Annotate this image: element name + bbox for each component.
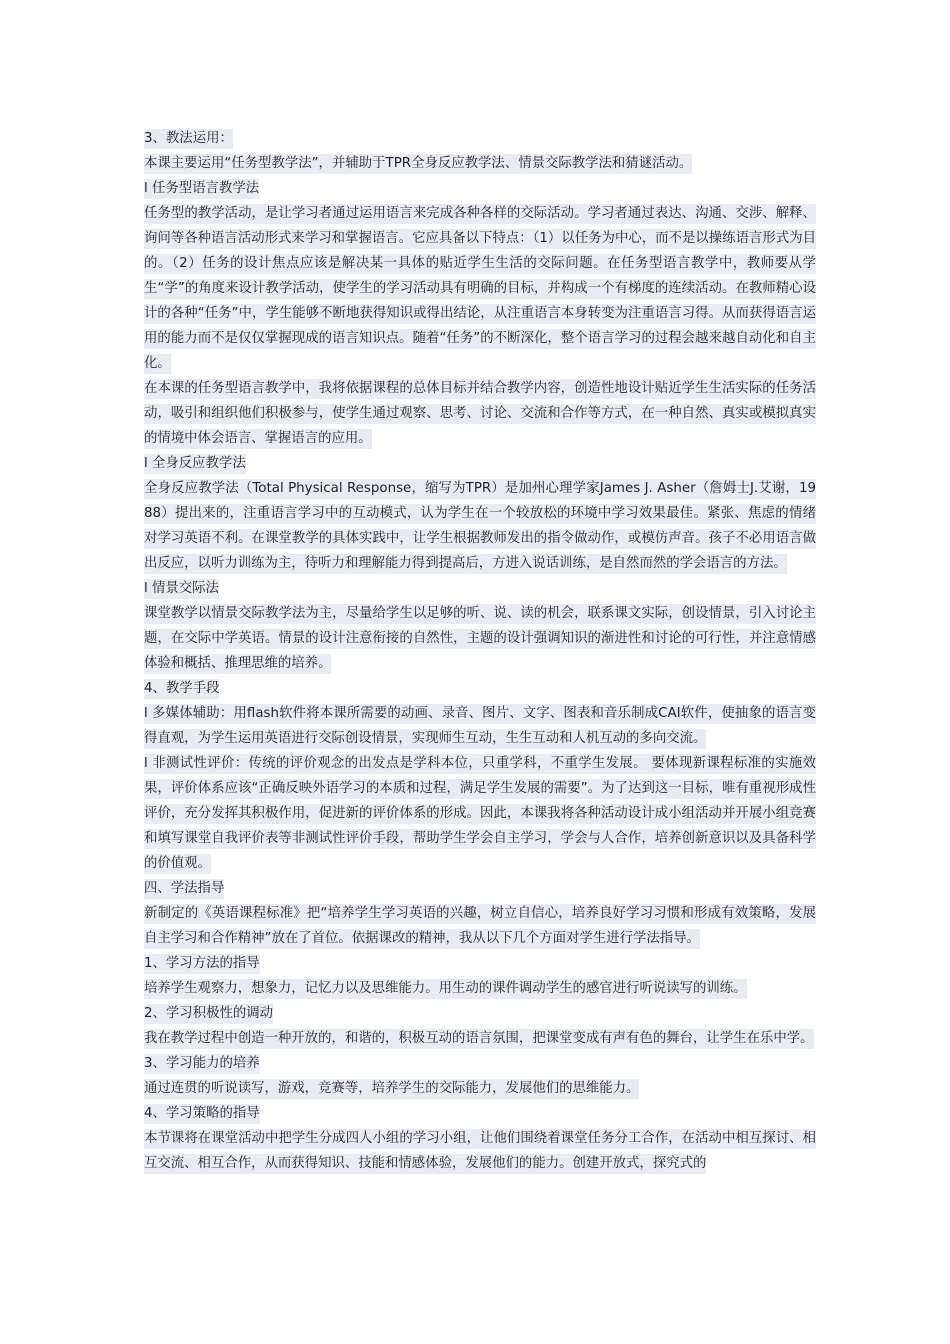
paragraph-text: 在本课的任务型语言教学中，我将依据课程的总体目标并结合教学内容，创造性地设计贴近学生生活实际的任务活动，吸引和组织他们积极参与，使学生通过观察、思考、讨论、交流和合作等方式，在一种自然、真实或模拟真实的情境中体会语言、掌握语言的应用。 [144, 379, 816, 449]
paragraph-text: l 非测试性评价：传统的评价观念的出发点是学科本位，只重学科，不重学生发展。 要体现新课程标准的实施效果，评价体系应该“正确反映外语学习的本质和过程，满足学生发展的需要”。为了达到这一目标，唯有重视形成性评价，充分发挥其积极作用，促进新的评价体系的形成。因此，本课我将各种活动设计成小组活动并开展小组竞赛和填写课堂自我评价表等非测试性评价手段，帮助学生学会自主学习，学会与人合作，培养创新意识以及具备科学的价值观。 [144, 754, 816, 874]
section-heading [144, 876, 816, 901]
paragraph-text: 全身反应教学法（Total Physical Response，缩写为TPR）是加州心理学家James J. Asher（詹姆士J.艾谢，1988）提出来的，注重语言学习中的互动模式，认为学生在一个较放松的环境中学习效果最佳。紧张、焦虑的情绪对学习英语不利。在课堂教学的具体实践中，让学生根据教师发出的指令做动作，或模仿声音。孩子不必用语言做出反应，以听力训练为主，待听力和理解能力得到提高后，方进入说话训练，是自然而然的学会语言的方法。 [144, 479, 816, 574]
body-paragraph [144, 476, 816, 576]
body-paragraph [144, 1126, 816, 1176]
section-heading [144, 951, 816, 976]
paragraph-text: 本课主要运用“任务型教学法”，并辅助于TPR全身反应教学法、情景交际教学法和猜谜活动。 [144, 154, 692, 174]
paragraph-text: 2、学习积极性的调动 [144, 1004, 273, 1024]
paragraph-text: l 情景交际法 [144, 579, 219, 599]
paragraph-text: 我在教学过程中创造一种开放的，和谐的，积极互动的语言氛围，把课堂变成有声有色的舞台，让学生在乐中学。 [144, 1029, 814, 1049]
section-heading [144, 676, 816, 701]
paragraph-text: 四、学法指导 [144, 879, 224, 899]
paragraph-text: 课堂教学以情景交际教学法为主，尽量给学生以足够的听、说、读的机会，联系课文实际，创设情景，引入讨论主题，在交际中学英语。情景的设计注意衔接的自然性，主题的设计强调知识的渐进性和讨论的可行性，并注意情感体验和概括、推理思维的培养。 [144, 604, 816, 674]
body-paragraph [144, 901, 816, 951]
paragraph-text: 3、教法运用： [144, 129, 233, 149]
section-heading [144, 1001, 816, 1026]
paragraph-text: 通过连贯的听说读写，游戏，竞赛等，培养学生的交际能力，发展他们的思维能力。 [144, 1079, 639, 1099]
paragraph-text: 4、教学手段 [144, 679, 219, 699]
body-paragraph [144, 1076, 816, 1101]
body-paragraph [144, 751, 816, 876]
paragraph-text: l 全身反应教学法 [144, 454, 246, 474]
section-heading [144, 176, 816, 201]
paragraph-text: 新制定的《英语课程标准》把“培养学生学习英语的兴趣，树立自信心，培养良好学习习惯和形成有效策略，发展自主学习和合作精神”放在了首位。依据课改的精神，我从以下几个方面对学生进行学法指导。 [144, 904, 816, 949]
body-paragraph [144, 151, 816, 176]
section-heading [144, 126, 816, 151]
body-paragraph [144, 376, 816, 451]
body-paragraph [144, 976, 816, 1001]
body-paragraph [144, 201, 816, 376]
body-paragraph [144, 1026, 816, 1051]
paragraph-text: 1、学习方法的指导 [144, 954, 260, 974]
paragraph-text: 本节课将在课堂活动中把学生分成四人小组的学习小组，让他们围绕着课堂任务分工合作，在活动中相互探讨、相互交流、相互合作，从而获得知识、技能和情感体验，发展他们的能力。创建开放式，探究式的 [144, 1129, 816, 1174]
section-heading [144, 451, 816, 476]
section-heading [144, 1101, 816, 1126]
paragraph-text: 任务型的教学活动，是让学习者通过运用语言来完成各种各样的交际活动。学习者通过表达、沟通、交涉、解释、询问等各种语言活动形式来学习和掌握语言。它应具备以下特点：（1）以任务为中心，而不是以操练语言形式为目的。（2）任务的设计焦点应该是解决某一具体的贴近学生生活的交际问题。在任务型语言教学中，教师要从学生“学”的角度来设计教学活动，使学生的学习活动具有明确的目标，并构成一个有梯度的连续活动。在教师精心设计的各种“任务”中，学生能够不断地获得知识或得出结论，从注重语言本身转变为注重语言习得。从而获得语言运用的能力而不是仅仅掌握现成的语言知识点。随着“任务”的不断深化，整个语言学习的过程会越来越自动化和自主化。 [144, 204, 816, 374]
section-heading [144, 576, 816, 601]
paragraph-text: 3、学习能力的培养 [144, 1054, 260, 1074]
document-body [144, 126, 816, 1176]
paragraph-text: 4、学习策略的指导 [144, 1104, 260, 1124]
section-heading [144, 1051, 816, 1076]
body-paragraph [144, 601, 816, 676]
paragraph-text: l 多媒体辅助：用flash软件将本课所需要的动画、录音、图片、文字、图表和音乐制成CAI软件，使抽象的语言变得直观，为学生运用英语进行交际创设情景，实现师生互动，生生互动和人机互动的多向交流。 [144, 704, 816, 749]
paragraph-text: 培养学生观察力，想象力，记忆力以及思维能力。用生动的课件调动学生的感官进行听说读写的训练。 [144, 979, 747, 999]
paragraph-text: l 任务型语言教学法 [144, 179, 259, 199]
body-paragraph [144, 701, 816, 751]
